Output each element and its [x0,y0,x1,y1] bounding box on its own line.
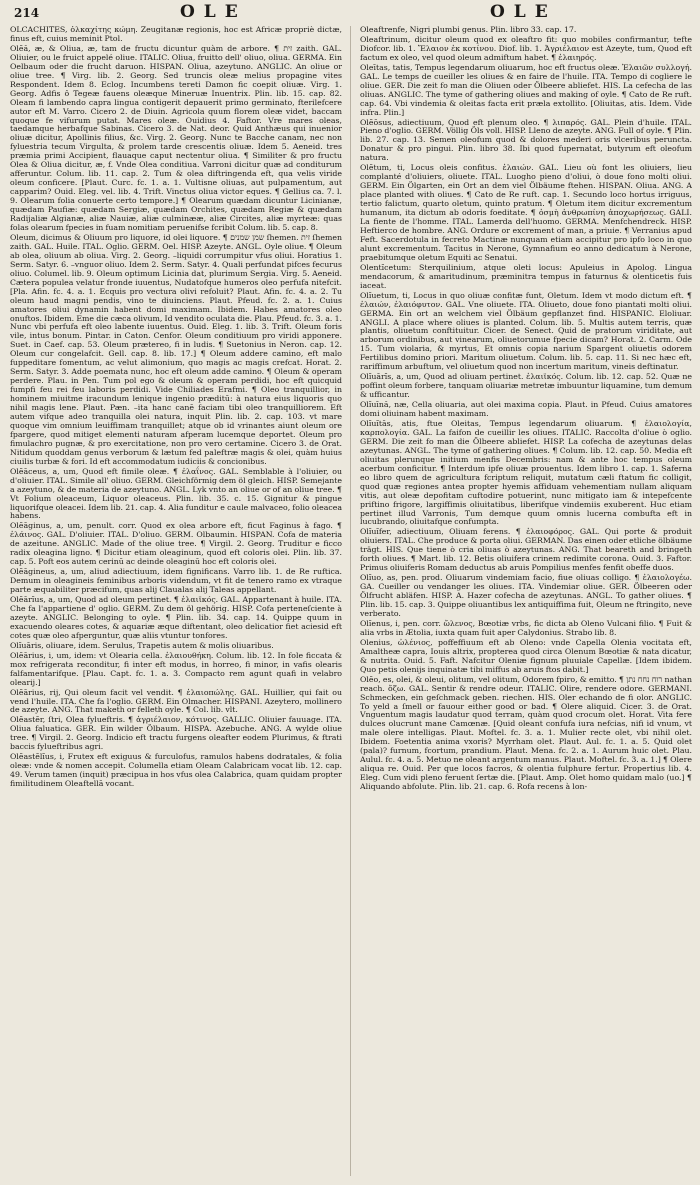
dictionary-entry: Olĕāgineus, a, um, aliud adiectiuum, idem fignificans. Varro lib. 1. de Re ruftica. Demum in oleagineis feminibus arboris videndum, vt fit de tenero ramo ex vtraque parte æquabiliter præcifum, quas alij Claualas alij Taleas appellant. [10,567,342,595]
left-column [10,26,342,1178]
dictionary-entry: Olĕārius, rij, Qui oleum facit vel vendit. ¶ ἐλαιοπώλης. GAL. Huillier, qui fait ou vend l'huile. ITA. Che fa l'oglio. GERM. Ein Olmacher. HISPANI. Azeytero, mollinero de azeyte. ANG. That maketh or felleth oyle. ¶ Col. lib. vlt. [10,687,342,715]
dictionary-entry: Olĕastĕr, ſtri, Olea fylueftris. ¶ ἀγριέλαιον, κότινος. GALLIC. Oliuier fauuage. ITA. Oliua faluatica. GER. Ein wilder Ölbaum. HISPA. Azebuche. ANG. A wylde oliue tree. ¶ Virgil. 2. Georg. Indicio eft tractu furgens oleafter eodem Plurimus, & ftrati baccis fylueftribus agri. [10,715,342,752]
dictionary-entry: Olĭuo, as, pen. prod. Oliuarum vindemiam facio, fiue oliuas colligo. ¶ ἐλαιολογέω. GA. Cueiller ou vendanger les oliues. ITA. Vindemiar oliue. GER. Ölbeeren oder Ölfrucht abläfen. HISP. A. Hazer cofecha de azeytunas. ANGL. To gather oliues. ¶ Plin. lib. 15. cap. 3. Quippe oliuantibus lex antiquiffima fuit, Oleum ne ftringito, neve verberato. [360,573,692,618]
dictionary-entry: Olĕă, æ, & Oliua, æ, tam de fructu dicuntur quàm de arbore. ¶ זית zaith. GAL. Oliuier, ou le fruict appelé oliue. ITALIC. Oliua, fruitto dell' oliuo, oliua. GERMA. Ein Oelbaum oder die frucht daruon. HISPAN. Oliua, azeytuno. ANGLIC. An oliue or oliue tree. ¶ Virg. lib. 2. Georg. Sed truncis oleæ melius propagine vites Respondent. Idem 8. Eclog. Incumbens tereti Damon fic coepit oliuæ. Virg. 1. Georg. Adfis ô Tegeæ fauens oleæque Mineruæ Inuentrix. Plin. lib. 15. cap. 82. Oleam fi lambendo capra lingua contigerit depauerit primo germinato, fterilefcere autor eft M. Varro. Cicero 2. de Diuin. Agricola quum florem oleæ videt, baccam quoque fe vifurum putat. Mares oleæ. Ouidius 4. Faftor. Vre mares oleas, taedamque herbafque Sabinas. Cicero 3. de Nat. deor. Quid Anthæus qui inuenior oliuæ dicitur, Apollinis filius, &c. Virg. 2. Georg. Nunc te Bacche canam, nec non fyluestria tecum Virgulta, & prolem tarde crescentis oliuæ. Idem 5. Aeneid. tres præmia primi Accipient, flauaque caput nectentur oliua. ¶ Similiter & pro fructu Olea & Oliua dicitur, æ, f. Vnde Olea conditiua. Varroni dicitur quæ ad conditurum afferuntur. Colum. lib. 11. cap. 2. Tum & olea diftringenda eft, qua velis viride oleum conficere. [Plaut. Curc. fc. 1. a. 1. Vultisne oliuas, aut pulpamentum, aut capparim? Ouid. Eleg. vel. lib. 4. Trift. Vinctus oliua victor eques. ¶ Gellius ca. 7. l. 9. Olearum folia conuerte certo tempore.] ¶ Olearum quædam dicuntur Licinianæ, quædam Paufiæ: quædam Sergiæ, quædam Orchites, quædam Regiæ & quædam Radijaliæ Algianæ, aliæ Nauiæ, aliæ culminææ, aliæ Circites, aliæ myrteæ: quas folas olearum fpecies in fuam nomitiam peruenifse fcribit Colum. lib. 5. cap. 8. [10,43,342,232]
page-number: 214 [14,6,40,20]
dictionary-entry: Olĭuetum, ti, Locus in quo oliuæ confitæ funt, Oletum. Idem vt modo dictum eft. ¶ ἐλαιών, ἐλαιόφυτον. GAL. Vne oliuete. ITA. Oliueto, doue fono piantati molti oliui. GERMA. Ein ort an welchem viel Ölbäum gepflanzet find. HISPANIC. Eloliuar. ANGLI. A place where oliues is planted. Colum. lib. 5. Multis autem terris, quæ plantis, oliuetum conftituitur. Cicer. de Senect. Quid de pratorum viriditate, aut arborum ordinibus, aut vinearum, oliuetorumue fpecie dicam? Horat. 2. Carm. Ode 15. Tum violaria, & myrtus, Et omnis copia narium Spargent oliuetis odorem Fertilibus domino priori. Maritum oliuetum. Colum. lib. 5. cap. 11. Si nec hæc eft, rariffimum arbuftum, vel oliuetum quod non incertum maritum, vineis deftinatur. [360,290,692,372]
dictionary-entry: OLCACHITES, ὀλκαχίτης κώμη. Zeugitanæ regionis, hoc est Africæ propriè dictæ, finus eft, cuius meminit Ptol. [10,26,342,43]
dictionary-entry: Olĕōsus, adiectiuum, Quod eft plenum oleo. ¶ λιπαρός. GAL. Plein d'huile. ITAL. Pieno d'oglio. GERM. Völlig Öls voll. HISP. Lleno de azeyte. ANG. Full of oyle. ¶ Plin. lib. 27. cap. 13. Semen oleofum quod & dolores mederi oris vlceribus peruncta. Donatur & pro pingui. Plin. libro 38. Ibi quod fupernatat, butyrum eft oleofum natura. [360,117,692,163]
column-divider [350,26,351,1176]
dictionary-entry: Olĭuārĭs, a, um, Quod ad oliuam pertinet. ἐλαιϊκός. Colum. lib. 12. cap. 52. Quæ ne poffint oleum forbere, tanquam oliuariæ metretæ imbuuntur liquamine, tum demum & ufficantur. [360,372,692,400]
dictionary-entry: Olĕārius, i, um, idem: vt Olearia cella. ἐλαιουθήκη. Colum. lib. 12. In fole ficcata & mox refrigerata reconditur, fi inter eft modus, in horreo, fi minor, in vafis olearis falfamentarifque. [Plau. Capt. fc. 1. a. 3. Compacto rem agunt quafi in velabro olearij.] [10,650,342,687]
dictionary-entry: Olĭuīnă, næ, Cella oliuaria, aut olei maxima copia. Plaut. in Pfeud. Cuius amatores domi oliuinam habent maximam. [360,400,692,419]
dictionary-entry: Olĕāceus, a, um, Quod eft fimile oleæ. ¶ ἐλαΐνος. GAL. Semblable à l'oliuier, ou d'oliuier. ITAL. Simile all' oliuo. GERM. Gleichförmig dem öl gleich. HISP. Semejante a azeytuno, & de materia de azeytuno. ANGL. Lyk vnto an oliue or of an oliue tree. ¶ Vt Folium oleaceum, Liquor oleaceus. Plin. lib. 35. c. 15. Gignitur & pingue liquorifque oleacei. Idem lib. 21. cap. 4. Alia funditur e caule malvaceo, folio oleacea habens. [10,466,342,521]
dictionary-entry: Olĕo, es, olei, & oleui, olitum, vel olitum, Odorem fpiro, & emitto. ¶ רוח נחח נתן nathan reach. ὄζω. GAL. Sentir & rendre odeur. ITALIC. Olire, rendere odore. GERMANI. Schmecken, ein geſchmack geben. riechen. HIS. Oler echando de fi olor. ANGLIC. To yeld a ſmell or fauour either good or bad. ¶ Olere aliquid. Cicer. 3. de Orat. Vnguentum magis laudatur quod terram, quàm quod crocum olet. Horat. Vita fere dulces olucrunt mane Camœnæ. [Quid oleant confufa iura nefcias, nifi id vnum, vt male olere intelligas. Plaut. Moftel. fc. 3. a. 1. Mulier recte olet, vbi nihil olet. Ibidem. Foetentia anima vxoris? Myrrham olet. Plaut. Aul. fc. 1. a. 5. Quid olet (pala)? furnum, fcortum, prandium. Plaut. Mena. fc. 2. a. 1. Aurum huic olet. Plau. Aulul. fc. 4. a. 5. Metuo ne oleant argentum manus. Plaut. Moftel. fc. 3. a. 1.] ¶ Olere aliqua re. Ouid. Per que locos facros, & olentia fulphure fertur. Propertius lib. 4. Eleg. Cum vidi pleno feruent ſertæ die. [Plaut. Amp. Olet homo quidam malo (uo.] ¶ Aliquando abfolute. Plin. lib. 21. cap. 6. Rofa recens à lon- [360,674,692,792]
dictionary-entry: Olĭuĭtās, atis, ftue Oleitas, Tempus legendarum oliuarum. ¶ ἐλαιολογία, καρπολογία. GAL. La faifon de cueillir les oliues. ITALIC. Raccolta d'oliue ò oglio. GERM. Die zeit fo man die Ölbeere abliefet. HISP. La cofecha de azeytunas delas azeytunas. ANGL. The tyme of gathering oliues. ¶ Colum. lib. 12. cap. 50. Media eft oliuitas plerunque initium menfis Decembris: nam & ante hoc tempus oleum acerbum conficitur. ¶ Interdum ipfe oliuæ prouentus. Idem libro 1. cap. 1. Saferna eo libro quem de agricultura fcriptum reliquit, mutatum cæli ftatum fic colligit, quod quæ regiones antea propter hyemis affiduam vehementiam nullam aliquam vitis, aut oleæ depofitam cuftodire potuerint, nunc mitigato iam & intepefcente priftino frigore, largiffimis oliuitatibus, liberifque vindemiis exuberent. Huc etiam pertinet illud Varronis, Tum demque quum omnis lucerna combufta eft in lucubrando, oliuitafque confumpta. [360,418,692,527]
right-running-head: OLE [490,2,557,22]
dictionary-entry: Oleum, dicimus & Oliuum pro liquore, id olei liquore. ¶ שמן שמנים ſhemen. זית ſhemen zaith. GAL. Huile. ITAL. Oglio. GERM. Oel. HISP. Azeyte. ANGL. Oyle oliue. ¶ Oleum ab olea, oliuum ab oliua. Virg. 2. Georg. –liquidi corrumpitur vfus oliui. Horatius 1. Serm. Satyr. 6. –vnguor oliuo. Idem 2. Serm. Satyr. 4. Quali perfundat pifces fecurus oliuo. Columel. lib. 9. Oleum optimum Licinia dat, plurimum Sergia. Virg. 5. Aeneid. Cætera populea velatur fronde iuuentus, Nudatofque humeros oleo perfufa nitefcit. [Pla. Afin. fc. 4. a. 1. Ecquis pro vectura olivi refoluit? Plaut. Afin. fc. 4. a. 2. Tu oleum haud magni pendis, vino te diuinciens. Plaut. Pfeud. fc. 2. a. 1. Cuius amatores oliui dynamin habent domi maximam. Ibidem. Habes amatores oleo onuftos. Ibidem. Eme die cæca olivum, Id vendito oculata die. Plau. Pfeud. fc. 3. a. 1. Nunc vbi perfufa eft oleo labente iuuentus. Ouid. Eleg. 1. lib. 3. Trift. Oleum foris vile, intus bonum. Pintar. in Caton. Cenfor. Oleum conditiuum pro viridi apponere. Suet. in Caef. cap. 53. Oleum prætereo, fi in ludis. ¶ Suetonius in Neron. cap. 12. Oleum cur congelafcit. Gell. cap. 8. lib. 17.] ¶ Oleum addere camino, eft malo fuppeditare fomentum, ac velut alimonium, quo magis ac magis crefcat. Horat. 2. Serm. Satyr. 3. Adde poemata nunc, hoc eft oleum adde camino. ¶ Oleum & operam perdere. Plau. in Pen. Tum pol ego & oleum & operam perdidi, hoc eft quicquid fumpfi feu rei feu laboris perdidi. Vide Chiliades Erafmi. ¶ Oleo tranquillior, in hominem miuitme iracundum lenique ingenio præditū: à natura eius liquoris quo nihil magis lene. Plaut. Pæn. –ita hanc canē faciam tibi oleo tranquilliorem. Eft autem vifque adeo tranquilla olei natura, inquit Plin. lib. 2. cap. 103. vt mare quoque vim omnium leuiffimam tranquillet; atque ob id vrinantes aiunt oleum ore fpargere, quod mitiget elementi naturam afperam lucemque deportet. Oleum pro fimulachro pugnæ, & pro exercitatione, non pro vero certamine. Cicero 3. de Orat. Nitidum quoddam genus verborum & lætum fed paleftræ magis & olei, quàm huius ciuilis turbæ & fori. Id eft accommodatum iudiciis & concionibus. [10,232,342,466]
dictionary-entry: Olĭenus, i, pen. corr. ὤλενος, Bœotiæ vrbs, fic dicta ab Oleno Vulcani filio. ¶ Fuit & alia vrbs in Ætolia, iuxta quam fuit aper Calydonius. Strabo lib. 8. [360,618,692,637]
right-column [360,26,692,1178]
dictionary-entry: Oleaftrinum, dicitur oleum quod ex oleaftro fit: quo mobiles confirmantur, tefte Diofcor. lib. 1. Ἔλαιον ἐκ κοτίνου. Diof. lib. 1. Ἀγριέλαιον est Azeyte, tum, Quod eft factum ex oleo, vel quod oleum admiftum habet. ¶ ἐλαιηρός. [360,34,692,62]
dictionary-entry: Oleītas, tatis, Tempus legendarum oliuarum, hoc eft fructus oleæ. Ἐλαιῶν συλλογή. GAL. Le temps de cueiller les oliues & en faire de l'huile. ITA. Tempo di cogliere le oliue. GER. Die zeit fo man die Oliuen oder Ölbeere abliefet. HIS. La cefecha de las oliuas. ANGLIC. The tyme of gathering oliues and making of oyle. ¶ Cato de Re ruft. cap. 64. Vbi vindemia & oleitas facta erit præla extollito. [Oliuitas, atis. Idem. Vide infra. Plin.] [360,62,692,117]
dictionary-entry: Olenius, ὠλένιος, poffeffiuum eft ab Oleno: vnde Capella Olenia vocitata eft, Amaltheæ capra, Iouis altrix, propterea quod circa Olenum Bœotiæ & nata dicatur, & nutrita. Ouid. 5. Faft. Nafcitur Oleniæ fignum pluuiale Capellæ. [Idem ibidem. Quo petis olenijs inquinatæ tibi miffus ab aruis ftos dabit.] [360,637,692,674]
dictionary-entry: Olĕārĭus, a, um, Quod ad oleum pertinet. ¶ ἐλαιϊκός. GAL. Appartenant à huile. ITA. Che fa l'appartiene d' oglio. GERM. Zu dem öl gehörig. HISP. Cofa perteneſciente à azeyte. ANGLIC. Belonging to oyle. ¶ Plin. lib. 34. cap. 14. Quippe quum in exacuendo oleares cotes, & aquariæ æque diftentant, oleo delicatior fiet aciesid eft cotes quæ oleo afperguntur, quæ aliis vtuntur tonfores. [10,595,342,640]
dictionary-entry: Olĭuāris, oliuare, idem. Serulus, Trapetis autem & molis oliuaribus. [10,640,274,650]
dictionary-entry: Olĕtum, ti, Locus oleis confitus. ἐλαιών. GAL. Lieu où font les oliuiers, lieu complanté d'oliuiers, oliuete. ITAL. Luogho pieno d'oliui, ò doue fono molti oliui. GERM. Ein Ölgarten, ein Ort an dem viel Ölbäume ftehen. HISPAN. Oliua. ANG. A place planted with oliues. ¶ Cato de Re ruft. cap. 1. Secundo loco hortus irriguus, tertio falictum, quarto oletum, quinto pratum. ¶ Oletum item dicitur excrementum humanum, ita dictum ab odoris foeditate. ¶ ὀσμὴ ἀνθρωπίνη ἀποχωρήσεως. GALI. La fiente de l'homme. ITAL. Lamerda dell'huomo. GERMA. Menfchendreck. HISP. Heftierco de hombre. ANG. Ordure or excrement of man, a priuie. ¶ Verranius apud Feft. Sacerdotula in fecreto Mactinæ nunquam etiam accipitur pro ipfo loco in quo alunt excrementum. Tacitus in Nerone, Gymnafium eo anno dedicatum à Nerone, praebitumque oletum Equiti ac Senatui. [360,163,692,262]
left-running-head: OLE [180,2,247,22]
dictionary-entry: Olĭuĭfer, adiectiuum, Oliuam ferens. ¶ ἐλαιοφόρος. GAL. Qui porte & produit oliuiers. ITAL. Che produce & porta oliui. GERMAN. Das einen oder etliche ölbäume trägt. HIS. Que tiene ò cria oliuas ò azeytunas. ANG. That beareth and bringeth forth oliues. ¶ Mart. lib. 12. Betis oliuifera crinem redimite corona. Ouid. 3. Faftor. Primus oliuiferis Romam deductus ab aruis Pompilius menfes fenfit obeffe duos. [360,527,692,573]
dictionary-entry: Olĕastĕlĭus, i, Frutex eft exiguus & furculofus, ramulos habens dodratales, & folia oleæ: vnde & nomen accepit. Columella etiam Oleam Calabricam vocat lib. 12. cap. 49. Verum tamen (inquit) præcipua in hos vfus olea Calabrica, quam quidam propter fimilitudinem Oleaftellā vocant. [10,752,342,789]
dictionary-entry: Olentĭcetum: Sterquilinium, atque oleti locus: Apuleius in Apolog. Lingua mendacorum, & amaritudinum, præminitra tempus in faturnus & olenticetis fuis iaceat. [360,262,692,290]
dictionary-entry: Oleaftrenfe, Nigri plumbi genus. Plin. libro 33. cap. 17. [360,26,577,34]
dictionary-entry: Olĕāginus, a, um, penult. corr. Quod ex olea arbore eft, ficut Faginus à fago. ¶ ἐλάινος. GAL. D'oliuier. ITAL. D'oliuo. GERM. Olbaumin. HISPAN. Cofa de materia de azeitune. ANGLIC. Made of the oliue tree. ¶ Virgil. 2. Georg. Truditur e ficco radix oleagina ligno. ¶ Dicitur etiam oleaginum, quod eft coloris olei. Plin. lib. 37. cap. 5. Poft eos autem cerinū ac deinde oleaginū hoc eft coloris olei. [10,521,342,567]
